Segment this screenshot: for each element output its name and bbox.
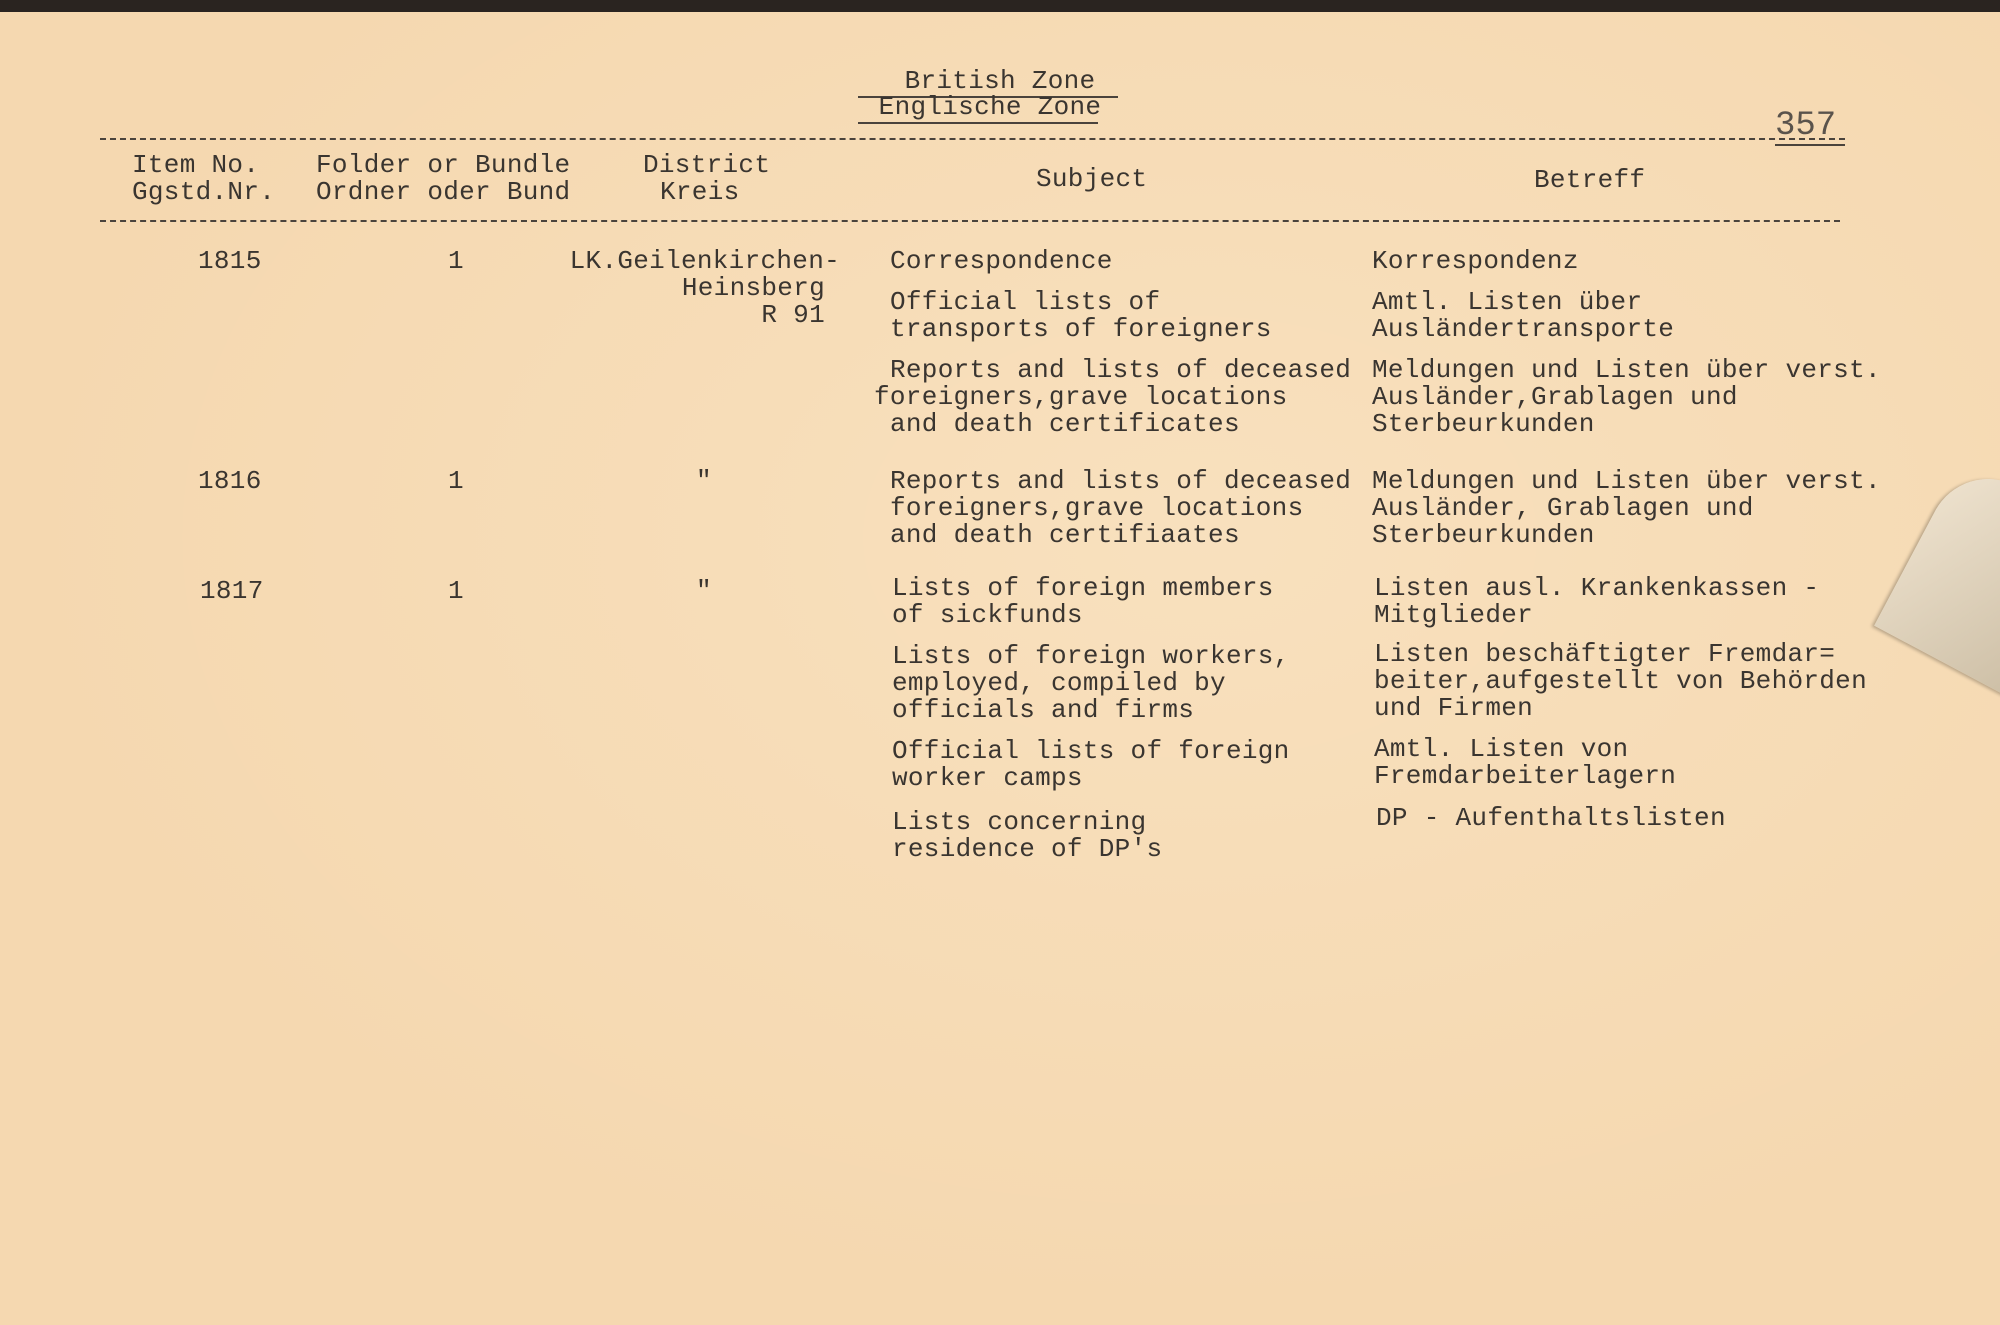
- row-1815-betreff-3b: Ausländer,Grablagen und: [1372, 382, 1738, 412]
- col-folder-de: Ordner oder Bund: [316, 177, 571, 207]
- col-folder-en: Folder or Bundle: [316, 150, 571, 180]
- row-1815-subject-2b: transports of foreigners: [890, 314, 1272, 344]
- col-district-en: District: [643, 150, 771, 180]
- row-1816-subject-b: foreigners,grave locations: [890, 493, 1304, 523]
- row-1817-betreff-2b: beiter,aufgestellt von Behörden: [1374, 666, 1867, 696]
- row-1815-district-1: LK.Geilenkirchen-: [569, 246, 840, 276]
- row-1815-betreff-3a: Meldungen und Listen über verst.: [1372, 355, 1881, 385]
- row-1817-subject-2c: officials and firms: [892, 695, 1195, 725]
- row-1815-folder: 1: [448, 246, 464, 276]
- row-1816-betreff-a: Meldungen und Listen über verst.: [1372, 466, 1881, 496]
- row-1815-subject-3a: Reports and lists of deceased: [890, 355, 1352, 385]
- row-1816-folder: 1: [448, 466, 464, 496]
- row-1817-folder: 1: [448, 576, 464, 606]
- page-number-underline: [1775, 144, 1845, 146]
- col-district-de: Kreis: [660, 177, 740, 207]
- title-underline-2: [858, 122, 1098, 124]
- row-1816-subject-c: and death certifiaates: [890, 520, 1240, 550]
- document-page: [0, 12, 2000, 1325]
- row-1817-betreff-3a: Amtl. Listen von: [1374, 734, 1629, 764]
- row-1815-subject-1: Correspondence: [890, 246, 1113, 276]
- row-1815-item: 1815: [198, 246, 262, 276]
- row-1815-district-2: Heinsberg: [681, 273, 825, 303]
- col-item-de: Ggstd.Nr.: [132, 177, 276, 207]
- row-1815-betreff-2a: Amtl. Listen über: [1372, 287, 1643, 317]
- row-1817-betreff-2a: Listen beschäftigter Fremdar=: [1374, 639, 1836, 669]
- row-1815-betreff-3c: Sterbeurkunden: [1372, 409, 1595, 439]
- row-1815-betreff-2b: Ausländertransporte: [1372, 314, 1675, 344]
- row-1815-subject-3b: foreigners,grave locations: [874, 382, 1288, 412]
- row-1816-item: 1816: [198, 466, 262, 496]
- row-1815-subject-2a: Official lists of: [890, 287, 1161, 317]
- row-1817-district: ": [696, 576, 712, 606]
- header-rule-bottom: [100, 220, 1840, 222]
- row-1817-subject-3b: worker camps: [892, 763, 1083, 793]
- title-german: Englische Zone: [878, 92, 1102, 122]
- row-1817-subject-3a: Official lists of foreign: [892, 736, 1290, 766]
- row-1817-betreff-4a: DP - Aufenthaltslisten: [1376, 803, 1726, 833]
- row-1815-betreff-1: Korrespondenz: [1372, 246, 1579, 276]
- header-rule-top: [100, 138, 1845, 140]
- row-1817-subject-2a: Lists of foreign workers,: [892, 641, 1290, 671]
- row-1817-item: 1817: [200, 576, 264, 606]
- paper-clip-shape: [1874, 458, 2000, 696]
- row-1817-betreff-2c: und Firmen: [1374, 693, 1534, 723]
- col-betreff: Betreff: [1534, 165, 1646, 195]
- row-1817-subject-2b: employed, compiled by: [892, 668, 1226, 698]
- row-1816-betreff-b: Ausländer, Grablagen und: [1372, 493, 1754, 523]
- row-1817-subject-4b: residence of DP's: [892, 834, 1163, 864]
- col-subject: Subject: [1036, 164, 1148, 194]
- col-item-en: Item No.: [132, 150, 260, 180]
- page-number: 357: [1775, 107, 1837, 145]
- row-1816-betreff-c: Sterbeurkunden: [1372, 520, 1595, 550]
- row-1815-district-3: R 91: [761, 300, 825, 330]
- row-1817-subject-1b: of sickfunds: [892, 600, 1083, 630]
- row-1817-betreff-1b: Mitglieder: [1374, 600, 1534, 630]
- row-1816-subject-a: Reports and lists of deceased: [890, 466, 1352, 496]
- row-1815-subject-3c: and death certificates: [890, 409, 1240, 439]
- title-english: British Zone: [904, 66, 1096, 96]
- row-1816-district: ": [696, 466, 712, 496]
- row-1817-subject-4a: Lists concerning: [892, 807, 1147, 837]
- row-1817-betreff-1a: Listen ausl. Krankenkassen -: [1374, 573, 1820, 603]
- row-1817-betreff-3b: Fremdarbeiterlagern: [1374, 761, 1677, 791]
- row-1817-subject-1a: Lists of foreign members: [892, 573, 1274, 603]
